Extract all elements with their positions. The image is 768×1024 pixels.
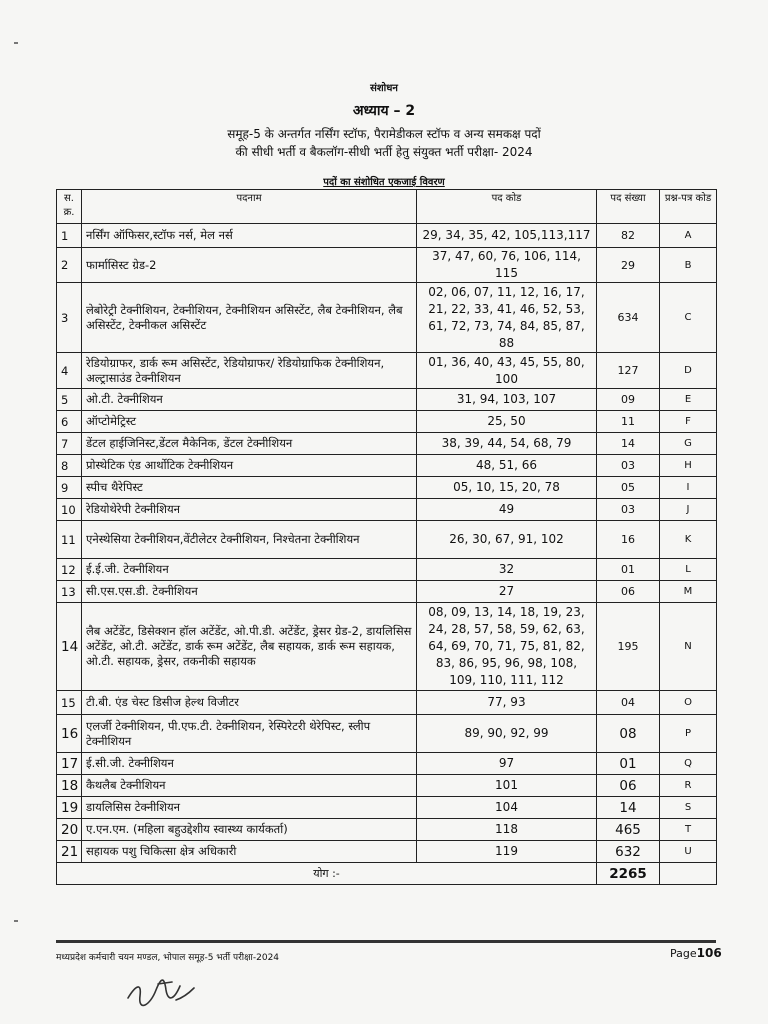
footer-board-name: मध्यप्रदेश कर्मचारी चयन मण्डल, भोपाल समूह-5 भर्ती परीक्षा-2024 xyxy=(56,953,280,963)
cell-paper: N xyxy=(660,603,717,691)
cell-codes: 77, 93 xyxy=(417,691,597,715)
amendment-label: संशोधन xyxy=(370,83,398,94)
table-row xyxy=(57,819,717,841)
cell-name: सी.एस.एस.डी. टेक्नीशियन xyxy=(82,581,417,603)
cell-codes: 08, 09, 13, 14, 18, 19, 23, 24, 28, 57, 58, 59, 62, 63, 64, 69, 70, 71, 75, 81, 82, 83, 86, 95, 96, 98, 108, 109, 110, 111, 112 xyxy=(417,603,597,691)
table-row xyxy=(57,224,717,248)
cell-codes: 29, 34, 35, 42, 105,113,117 xyxy=(417,224,597,248)
col-header-paper: प्रश्न-पत्र कोड xyxy=(660,190,717,224)
cell-name: ई.सी.जी. टेक्नीशियन xyxy=(82,753,417,775)
scan-speck xyxy=(14,920,18,922)
cell-name: कैथलैब टेक्नीशियन xyxy=(82,775,417,797)
cell-count: 01 xyxy=(597,559,660,581)
cell-count: 465 xyxy=(597,819,660,841)
table-row xyxy=(57,455,717,477)
cell-paper: D xyxy=(660,353,717,389)
table-row xyxy=(57,499,717,521)
cell-paper: P xyxy=(660,715,717,753)
cell-name: नर्सिंग ऑफिसर,स्टॉफ नर्स, मेल नर्स xyxy=(82,224,417,248)
col-header-count: पद संख्या xyxy=(597,190,660,224)
cell-codes: 32 xyxy=(417,559,597,581)
table-row xyxy=(57,353,717,389)
table-row xyxy=(57,477,717,499)
cell-sr: 19 xyxy=(57,797,82,819)
cell-sr: 11 xyxy=(57,521,82,559)
cell-sr: 9 xyxy=(57,477,82,499)
cell-name: टी.बी. एंड चेस्ट डिसीज हेल्थ विजीटर xyxy=(82,691,417,715)
cell-name: डेंटल हाईजिनिस्ट,डेंटल मैकेनिक, डेंटल टेक्नीशियन xyxy=(82,433,417,455)
cell-codes: 02, 06, 07, 11, 12, 16, 17, 21, 22, 33, 41, 46, 52, 53, 61, 72, 73, 74, 84, 85, 87, 88 xyxy=(417,283,597,353)
cell-paper: U xyxy=(660,841,717,863)
cell-count: 634 xyxy=(597,283,660,353)
chapter-title: अध्याय – 2 xyxy=(352,103,416,119)
cell-count: 01 xyxy=(597,753,660,775)
cell-sr: 4 xyxy=(57,353,82,389)
cell-name: लेबोरेट्री टेक्नीशियन, टेक्नीशियन, टेक्नीशियन असिस्टेंट, लैब टेक्नीशियन, लैब असिस्टेंट, टेक्नीकल असिस्टेंट xyxy=(82,283,417,353)
table-title: पदों का संशोधित एकजाई विवरण xyxy=(323,177,445,188)
cell-codes: 118 xyxy=(417,819,597,841)
table-row xyxy=(57,775,717,797)
subtitle-line-2: की सीधी भर्ती व बैकलॉग-सीधी भर्ती हेतु संयुक्त भर्ती परीक्षा- 2024 xyxy=(235,145,533,159)
cell-paper: C xyxy=(660,283,717,353)
table-row xyxy=(57,841,717,863)
cell-codes: 49 xyxy=(417,499,597,521)
cell-paper: F xyxy=(660,411,717,433)
cell-codes: 119 xyxy=(417,841,597,863)
cell-codes: 38, 39, 44, 54, 68, 79 xyxy=(417,433,597,455)
cell-count: 195 xyxy=(597,603,660,691)
cell-paper: G xyxy=(660,433,717,455)
cell-name: ई.ई.जी. टेक्नीशियन xyxy=(82,559,417,581)
total-label: योग :- xyxy=(57,863,597,885)
cell-count: 06 xyxy=(597,775,660,797)
cell-sr: 7 xyxy=(57,433,82,455)
cell-name: एलर्जी टेक्नीशियन, पी.एफ.टी. टेक्नीशियन, रेस्पिरेटरी थेरेपिस्ट, स्लीप टेक्नीशियन xyxy=(82,715,417,753)
page-prefix: Page xyxy=(670,947,697,960)
table-row xyxy=(57,521,717,559)
cell-count: 14 xyxy=(597,797,660,819)
cell-count: 08 xyxy=(597,715,660,753)
cell-paper: S xyxy=(660,797,717,819)
cell-codes: 25, 50 xyxy=(417,411,597,433)
cell-paper: Q xyxy=(660,753,717,775)
table-row xyxy=(57,283,717,353)
cell-sr: 21 xyxy=(57,841,82,863)
cell-codes: 37, 47, 60, 76, 106, 114, 115 xyxy=(417,248,597,283)
cell-count: 09 xyxy=(597,389,660,411)
cell-count: 632 xyxy=(597,841,660,863)
cell-sr: 20 xyxy=(57,819,82,841)
cell-count: 04 xyxy=(597,691,660,715)
cell-name: ऑप्टोमेट्रिस्ट xyxy=(82,411,417,433)
cell-name: ओ.टी. टेक्नीशियन xyxy=(82,389,417,411)
table-row xyxy=(57,603,717,691)
cell-codes: 101 xyxy=(417,775,597,797)
cell-sr: 3 xyxy=(57,283,82,353)
total-row xyxy=(57,863,717,885)
cell-sr: 18 xyxy=(57,775,82,797)
cell-count: 03 xyxy=(597,499,660,521)
table-row xyxy=(57,389,717,411)
cell-paper: I xyxy=(660,477,717,499)
table-row xyxy=(57,581,717,603)
table-header-row xyxy=(57,190,717,224)
cell-name: फार्मासिस्ट ग्रेड-2 xyxy=(82,248,417,283)
cell-name: डायलिसिस टेक्नीशियन xyxy=(82,797,417,819)
cell-sr: 8 xyxy=(57,455,82,477)
cell-sr: 14 xyxy=(57,603,82,691)
cell-name: सहायक पशु चिकित्सा क्षेत्र अधिकारी xyxy=(82,841,417,863)
cell-paper: A xyxy=(660,224,717,248)
cell-sr: 5 xyxy=(57,389,82,411)
table-row xyxy=(57,753,717,775)
cell-count: 03 xyxy=(597,455,660,477)
col-header-code: पद कोड xyxy=(417,190,597,224)
cell-name: रेडियोग्राफर, डार्क रूम असिस्टेंट, रेडियोग्राफर/ रेडियोग्राफिक टेक्नीशियन, अल्ट्रासाउंड टेक्नीशियन xyxy=(82,353,417,389)
cell-codes: 27 xyxy=(417,581,597,603)
cell-paper: J xyxy=(660,499,717,521)
cell-sr: 6 xyxy=(57,411,82,433)
table-row xyxy=(57,411,717,433)
table-row xyxy=(57,715,717,753)
cell-codes: 89, 90, 92, 99 xyxy=(417,715,597,753)
cell-paper: K xyxy=(660,521,717,559)
cell-sr: 10 xyxy=(57,499,82,521)
cell-codes: 26, 30, 67, 91, 102 xyxy=(417,521,597,559)
scan-speck xyxy=(14,42,18,44)
cell-paper: R xyxy=(660,775,717,797)
cell-codes: 05, 10, 15, 20, 78 xyxy=(417,477,597,499)
cell-sr: 13 xyxy=(57,581,82,603)
table-row xyxy=(57,559,717,581)
cell-sr: 2 xyxy=(57,248,82,283)
cell-count: 06 xyxy=(597,581,660,603)
col-header-name: पदनाम xyxy=(82,190,417,224)
cell-name: ए.एन.एम. (महिला बहुउद्देशीय स्वास्थ्य कार्यकर्ता) xyxy=(82,819,417,841)
total-value: 2265 xyxy=(597,863,660,885)
page-number-block xyxy=(670,946,722,960)
cell-sr: 12 xyxy=(57,559,82,581)
posts-table xyxy=(56,189,717,885)
cell-paper: B xyxy=(660,248,717,283)
cell-name: एनेस्थेसिया टेक्नीशियन,वेंटीलेटर टेक्नीशियन, निश्चेतना टेक्नीशियन xyxy=(82,521,417,559)
cell-count: 14 xyxy=(597,433,660,455)
cell-paper: H xyxy=(660,455,717,477)
cell-count: 82 xyxy=(597,224,660,248)
cell-paper: O xyxy=(660,691,717,715)
cell-codes: 104 xyxy=(417,797,597,819)
subtitle-line-1: समूह-5 के अन्तर्गत नर्सिंग स्टॉफ, पैरामेडीकल स्टॉफ व अन्य समकक्ष पदों xyxy=(227,127,541,141)
table-row xyxy=(57,248,717,283)
cell-codes: 48, 51, 66 xyxy=(417,455,597,477)
cell-paper: L xyxy=(660,559,717,581)
cell-sr: 15 xyxy=(57,691,82,715)
cell-name: प्रोस्थेटिक एंड आर्थोटिक टेक्नीशियन xyxy=(82,455,417,477)
table-row xyxy=(57,433,717,455)
cell-name: रेडियोथेरेपी टेक्नीशियन xyxy=(82,499,417,521)
cell-codes: 01, 36, 40, 43, 45, 55, 80, 100 xyxy=(417,353,597,389)
total-empty-cell xyxy=(660,863,717,885)
cell-count: 11 xyxy=(597,411,660,433)
cell-paper: M xyxy=(660,581,717,603)
cell-sr: 1 xyxy=(57,224,82,248)
cell-count: 29 xyxy=(597,248,660,283)
table-row xyxy=(57,691,717,715)
handwritten-signature xyxy=(120,960,200,1010)
cell-name: स्पीच थैरेपिस्ट xyxy=(82,477,417,499)
footer-rule xyxy=(56,940,716,943)
cell-count: 127 xyxy=(597,353,660,389)
cell-codes: 31, 94, 103, 107 xyxy=(417,389,597,411)
cell-codes: 97 xyxy=(417,753,597,775)
cell-count: 05 xyxy=(597,477,660,499)
cell-sr: 16 xyxy=(57,715,82,753)
col-header-sr: स. क्र. xyxy=(57,190,82,224)
cell-paper: T xyxy=(660,819,717,841)
cell-paper: E xyxy=(660,389,717,411)
page-number: 106 xyxy=(696,946,722,960)
table-row xyxy=(57,797,717,819)
cell-name: लैब अटेंडेंट, डिसेक्शन हॉल अटेंडेंट, ओ.पी.डी. अटेंडेंट, ड्रेसर ग्रेड-2, डायलिसिस अटेंडेंट, ओ.टी. अटेंडेंट, डार्क रूम अटेंडेंट, लैब सहायक, डार्क रूम सहायक, ओ.टी. सहायक, ड्रेसर, तकनीकी सहायक xyxy=(82,603,417,691)
cell-sr: 17 xyxy=(57,753,82,775)
cell-count: 16 xyxy=(597,521,660,559)
